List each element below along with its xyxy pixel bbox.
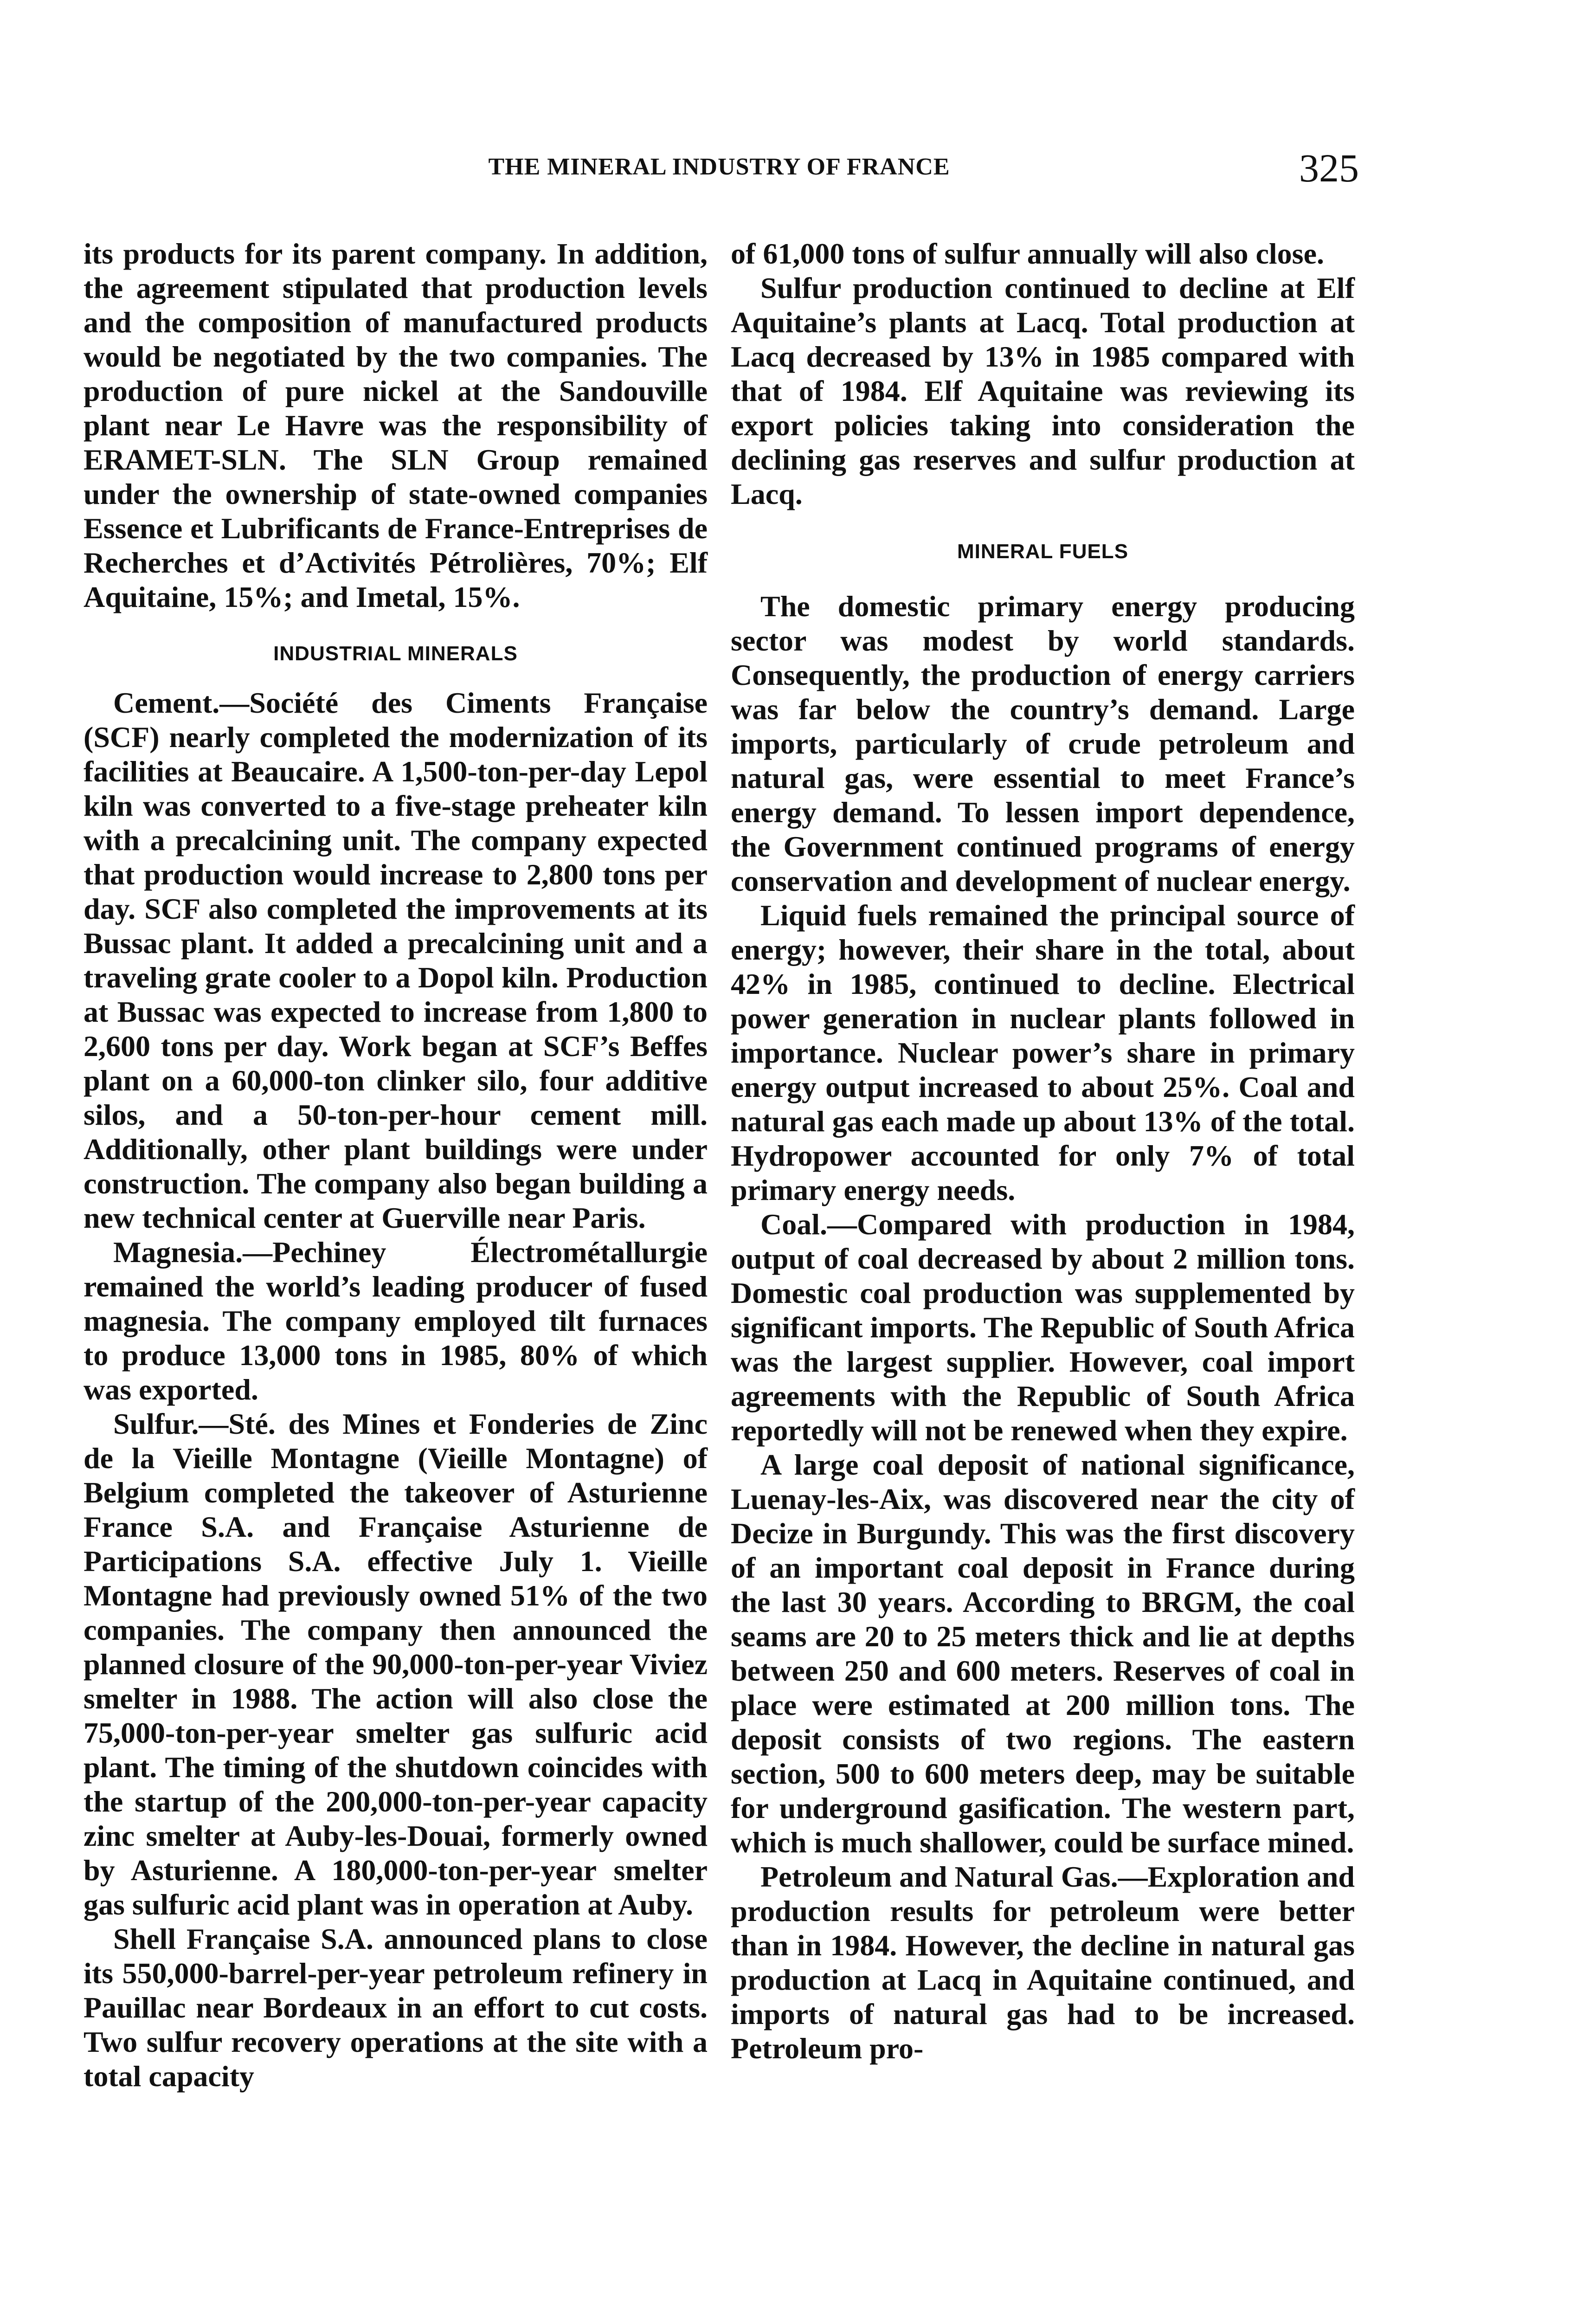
paragraph-text: —Société des Ciments Française (SCF) nearly completed the modernization of its facilities at Beaucaire. A 1,500-ton-per-day Lepol kiln was converted to a five-stage preheater kiln with a precalcining unit. The company expected that production would increase to 2,800 tons per day. SCF also completed the improvements at its Bussac plant. It added a precalcining unit and a traveling grate cooler to a Dopol kiln. Production at Bussac was expected to increase from 1,800 to 2,600 tons per day. Work began at SCF’s Beffes plant on a 60,000-ton clinker silo, four additive silos, and a 50-ton-per-hour cement mill. Additionally, other plant buildings were under construction. The company also began building a new technical center at Guerville near Paris. [84,686,708,1234]
paragraph: Liquid fuels remained the principal source of energy; however, their share in the total, about 42% in 1985, continued to decline. Electrical power generation in nuclear plants followed in importance. Nuclear power’s share in primary energy output increased to about 25%. Coal and natural gas each made up about 13% of the total. Hydropower accounted for only 7% of total primary energy needs. [731,899,1355,1206]
paragraph: of 61,000 tons of sulfur annually will also close. [731,237,1324,270]
paragraph-cement [84,686,708,1235]
paragraph: The domestic primary energy producing sector was modest by world standards. Consequently, the production of energy carriers was far below the country’s demand. Large imports, particularly of crude petroleum and natural gas, were essential to meet France’s energy demand. To lessen import dependence, the Government continued programs of energy conservation and development of nuclear energy. [731,590,1355,897]
running-title: THE MINERAL INDUSTRY OF FRANCE [488,154,950,180]
paragraph: Sulfur production continued to decline at Elf Aquitaine’s plants at Lacq. Total production at Lacq decreased by 13% in 1985 compared with that of 1984. Elf Aquitaine was reviewing its export policies taking into consideration the declining gas reserves and sulfur production at Lacq. [731,271,1355,510]
run-in-heading: Petroleum and Natural Gas. [760,1860,1118,1893]
page-header [0,146,1596,209]
paragraph-text: —Compared with production in 1984, output of coal decreased by about 2 million tons. Domestic coal production was supplemented by significant imports. The Republic of South Africa was the largest supplier. However, coal import agreements with the Republic of South Africa reportedly will not be renewed when they expire. [731,1208,1355,1447]
section-heading: INDUSTRIAL MINERALS [273,642,518,665]
paragraph-text: —Pechiney Électrométallurgie remained the world’s leading producer of fused magnesia. The company employed tilt furnaces to produce 13,000 tons in 1985, 80% of which was exported. [84,1236,708,1406]
paragraph-petroleum [731,1860,1355,2066]
run-in-heading: Sulfur. [113,1407,199,1440]
section-heading: MINERAL FUELS [957,540,1129,563]
paragraph: A large coal deposit of national significance, Luenay-les-Aix, was discovered near the city of Decize in Burgundy. This was the first discovery of an important coal deposit in France during the last 30 years. According to BRGM, the coal seams are 20 to 25 meters thick and lie at depths between 250 and 600 meters. Reserves of coal in place were estimated at 200 million tons. The deposit consists of two regions. The eastern section, 500 to 600 meters deep, may be suitable for underground gasification. The western part, which is much shallower, could be surface mined. [731,1448,1355,1859]
paragraph: Shell Française S.A. announced plans to close its 550,000-barrel-per-year petroleum refinery in Pauillac near Bordeaux in an effort to cut costs. Two sulfur recovery operations at the site with a total capacity [84,1922,708,2093]
paragraph-sulfur [84,1407,708,1922]
paragraph: its products for its parent company. In addition, the agreement stipulated that production levels and the composition of manufactured products would be negotiated by the two companies. The production of pure nickel at the Sandouville plant near Le Havre was the responsibility of ERAMET-SLN. The SLN Group remained under the ownership of state-owned companies Essence et Lubrificants de France-Entreprises de Recherches et d’Activités Pétrolières, 70%; Elf Aquitaine, 15%; and Imetal, 15%. [84,237,708,613]
left-column [84,237,708,2094]
run-in-heading: Magnesia. [113,1236,243,1269]
paragraph-coal [731,1207,1355,1448]
right-column [731,237,1355,2066]
paragraph-text: —Exploration and production results for petroleum were better than in 1984. However, the decline in natural gas production at Lacq in Aquitaine continued, and imports of natural gas had to be increased. Petroleum pro- [731,1860,1355,2065]
page-number: 325 [1299,146,1359,190]
run-in-heading: Coal. [760,1208,827,1241]
run-in-heading: Cement. [113,686,220,719]
paragraph-text: —Sté. des Mines et Fonderies de Zinc de la Vieille Montagne (Vieille Montagne) of Belgium completed the takeover of Asturienne France S.A. and Française Asturienne de Participations S.A. effective July 1. Vieille Montagne had previously owned 51% of the two companies. The company then announced the planned closure of the 90,000-ton-per-year Viviez smelter in 1988. The action will also close the 75,000-ton-per-year smelter gas sulfuric acid plant. The timing of the shutdown coincides with the startup of the 200,000-ton-per-year capacity zinc smelter at Auby-les-Douai, formerly owned by Asturienne. A 180,000-ton-per-year smelter gas sulfuric acid plant was in operation at Auby. [84,1407,708,1921]
paragraph-magnesia [84,1235,708,1407]
